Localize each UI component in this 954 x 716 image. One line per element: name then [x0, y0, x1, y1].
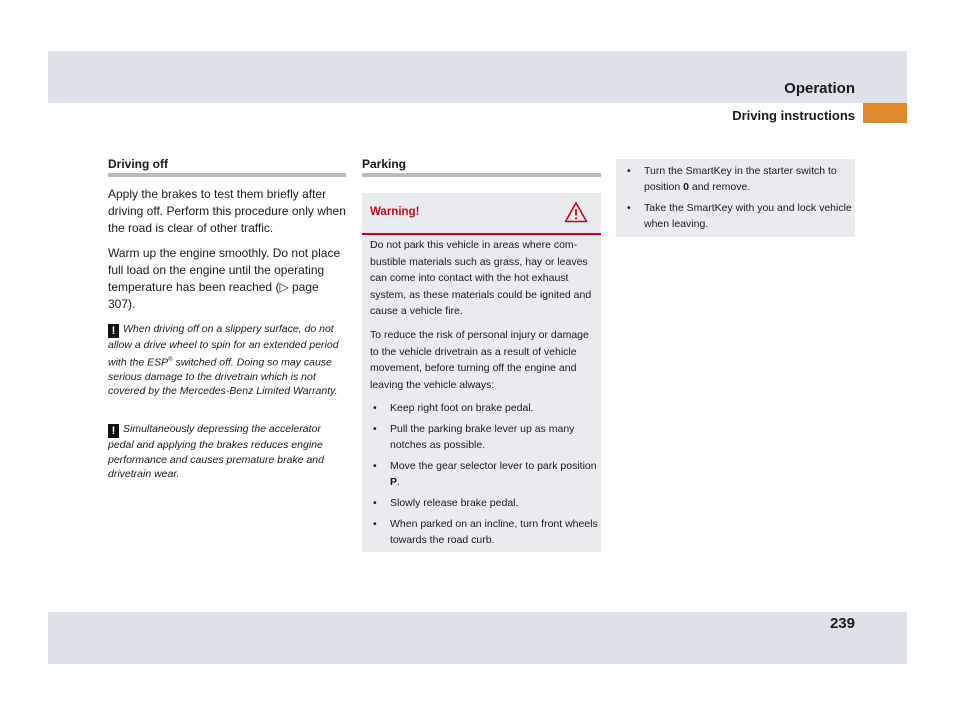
parking-heading: Parking — [362, 157, 407, 171]
injury-risk-text: To reduce the risk of personal injury or damage to the vehicle drivetrain as a result of vehicle movement, before turning off the engine and leaving the vehicle always: — [370, 329, 589, 391]
header-band — [48, 51, 907, 103]
slippery-surface-note: ! When driving off on a slippery surface, do not allow a drive wheel to spin for an extended period with the ESP® switched off. Doing so may cause serious damage to the drivetrain which is not covered by the Mercedes-Benz Limited Warranty. — [108, 323, 339, 398]
footer-band — [48, 612, 907, 664]
warm-up-paragraph: Warm up the engine smoothly. Do not place full load on the engine until the operating temperature has been reached (▷ page 307). — [108, 246, 341, 311]
warning-label: Warning! — [370, 206, 420, 218]
section-tab-marker — [863, 103, 907, 123]
heading-rule — [108, 173, 346, 177]
accelerator-brake-note: ! Simultaneously depressing the accelerator pedal and applying the brakes reduces engine performance and causes premature brake and drivetrain wear. — [108, 423, 324, 481]
heading-rule — [362, 173, 601, 177]
list-item: • Pull the parking brake lever up as many notches as possible. — [370, 421, 598, 453]
driving-off-paragraph: Apply the brakes to test them briefly after driving off. Perform this procedure only when the road is clear of other traffic. — [108, 187, 346, 235]
list-item: • Keep right foot on brake pedal. — [370, 400, 598, 416]
warning-box — [362, 193, 601, 552]
fire-hazard-text: Do not park this vehicle in areas where com-bustible materials such as grass, hay or leaves can come into contact with the hot exhaust system, as these materials could be ignited and cause a vehicle fire. — [370, 239, 592, 317]
warning-triangle-icon — [564, 201, 588, 223]
list-item: • When parked on an incline, turn front wheels towards the road curb. — [370, 516, 598, 548]
parking-steps-list — [370, 400, 598, 548]
page-number: 239 — [829, 615, 855, 632]
list-item: • Turn the SmartKey in the starter switch to position 0 and remove. — [624, 163, 852, 195]
continued-steps-box — [616, 159, 855, 237]
section-title: Operation — [784, 80, 855, 97]
continued-steps-list — [624, 163, 852, 232]
exclamation-icon: ! — [108, 424, 119, 438]
list-item: • Move the gear selector lever to park position P. — [370, 458, 598, 490]
list-item: • Slowly release brake pedal. — [370, 495, 598, 511]
exclamation-icon: ! — [108, 324, 119, 338]
subsection-title: Driving instructions — [732, 108, 855, 123]
driving-off-heading: Driving off — [108, 157, 168, 171]
list-item: • Take the SmartKey with you and lock vehicle when leaving. — [624, 200, 852, 232]
warning-header — [362, 193, 601, 235]
